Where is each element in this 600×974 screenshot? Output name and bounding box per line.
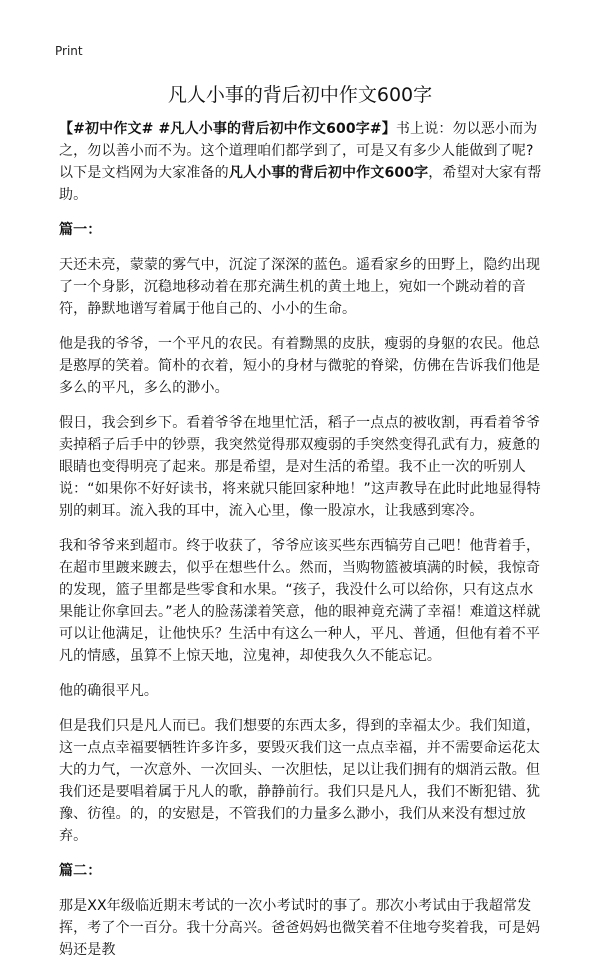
section-1-heading: 篇一： — [59, 222, 102, 238]
article-body — [59, 118, 547, 974]
intro-paragraph — [59, 118, 547, 206]
page-title: 凡人小事的背后初中作文600字 — [167, 84, 433, 106]
section-1-paragraph: 他的确很平凡。 — [59, 683, 159, 699]
intro-text-2: ，希望对大家有帮助。 — [59, 165, 542, 203]
section-1-paragraph: 我和爷爷来到超市。终于收获了，爷爷应该买些东西犒劳自己吧！他背着手，在超市里踱来踱去，似乎在想些什么。然而，当购物篮被填满的时候，我惊奇的发现，篮子里都是些零食和水果。“孩子，我没什么可以给你，只有这点水果能让你拿回去。”老人的脸荡漾着笑意，他的眼神竟充满了幸福！难道这样就可以让他满足，让他快乐？生活中有这么一种人，平凡、普通，但他有着不平凡的情感，虽算不上惊天地，泣鬼神，却使我久久不能忘记。 — [59, 538, 541, 664]
intro-title-bold: 凡人小事的背后初中作文600字 — [228, 165, 429, 181]
section-1-paragraph: 天还未亮，蒙蒙的雾气中，沉淀了深深的蓝色。遥看家乡的田野上，隐约出现了一个身影，沉稳地移动着在那充满生机的黄土地上，宛如一个跳动着的音符，静默地谱写着属于他自己的、小小的生命。 — [59, 257, 541, 317]
section-2-heading: 篇二： — [59, 863, 102, 879]
print-link[interactable]: Print — [55, 44, 83, 58]
section-1-paragraph: 但是我们只是凡人而已。我们想要的东西太多，得到的幸福太少。我们知道，这一点点幸福要牺牲许多许多，要毁灭我们这一点点幸福，并不需要命运花太大的力气，一次意外、一次回头、一次胆怯，足以让我们拥有的烟消云散。但我们还是要唱着属于凡人的歌，静静前行。我们只是凡人，我们不断犯错、犹豫、彷徨。的，的安慰是，不管我们的力量多么渺小，我们从来没有想过放弃。 — [59, 718, 541, 844]
section-1-paragraph: 假日，我会到乡下。看着爷爷在地里忙活，稻子一点点的被收割，再看着爷爷卖掉稻子后手中的钞票，我突然觉得那双瘦弱的手突然变得孔武有力，疲惫的眼睛也变得明亮了起来。那是希望，是对生活的希望。我不止一次的听别人说：“如果你不好好读书，将来就只能回家种地！”这声教导在此时此地显得特别的刺耳。流入我的耳中，流入心里，像一股凉水，让我感到寒冷。 — [59, 415, 541, 519]
section-1-paragraph: 他是我的爷爷，一个平凡的农民。有着黝黑的皮肤，瘦弱的身躯的农民。他总是憨厚的笑着。简朴的衣着，短小的身材与微驼的脊梁，仿佛在告诉我们他是多么的平凡，多么的渺小。 — [59, 336, 541, 396]
intro-text-1: 书上说：勿以恶小而为之，勿以善小而不为。这个道理咱们都学到了，可是又有多少人能做到了呢?以下是文档网为大家准备的 — [59, 121, 538, 181]
intro-tag: 【#初中作文# #凡人小事的背后初中作文600字#】 — [59, 121, 396, 137]
section-2-paragraph: 那是XX年级临近期末考试的一次小考试时的事了。那次小考试由于我超常发挥，考了个一百分。我十分高兴。爸爸妈妈也微笑着不住地夸奖着我，可是妈妈还是教 — [59, 898, 541, 958]
